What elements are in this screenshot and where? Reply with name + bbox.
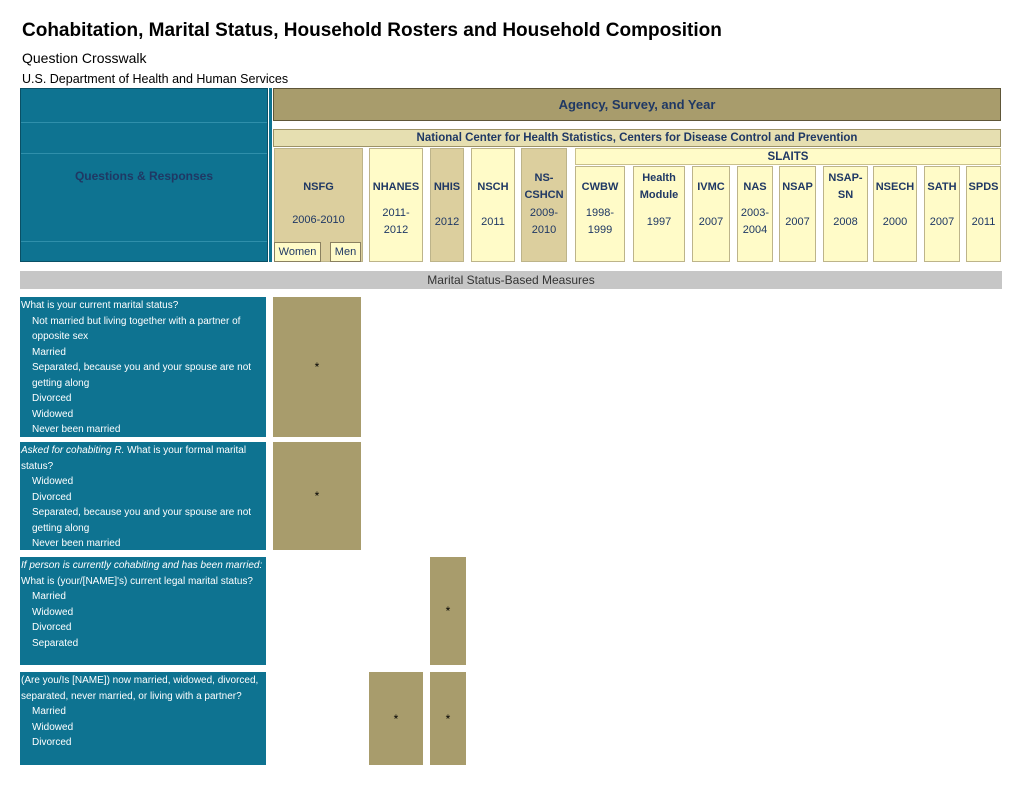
response-option: Married [32, 346, 66, 358]
survey-year: 2011 [971, 216, 996, 228]
question-cell [20, 557, 266, 665]
response-option: Widowed [32, 721, 74, 733]
survey-name: SPDS [968, 181, 999, 193]
survey-year: 2003- 2004 [740, 207, 770, 236]
response-option: Divorced [32, 491, 72, 503]
survey-year: 2011- 2012 [382, 207, 410, 236]
survey-name: NSAP [782, 181, 813, 193]
survey-column [575, 166, 625, 262]
question-condition: Asked for cohabiting R. [21, 445, 125, 456]
survey-name: NSECH [875, 181, 915, 193]
survey-column [737, 166, 773, 262]
survey-year: 2007 [785, 216, 810, 228]
question-cell [20, 442, 266, 550]
survey-year: 2007 [929, 216, 955, 228]
response-option: getting along [32, 377, 90, 389]
questions-responses-label: Questions & Responses [74, 169, 214, 183]
header-divider [269, 88, 272, 262]
survey-year: 2007 [698, 216, 724, 228]
survey-mark: * [369, 672, 423, 765]
response-option: Separated, because you and your spouse are not [32, 362, 252, 373]
survey-name: Health Module [639, 172, 679, 201]
question-text: If person is currently cohabiting and has been married: What is (your/[NAME]'s) current legal marital status? [21, 560, 263, 587]
survey-year: 2012 [434, 216, 460, 228]
survey-column [471, 148, 515, 262]
response-option: Not married but living together with a partner of [32, 315, 241, 327]
survey-name: CWBW [581, 181, 619, 193]
nsfg-women-header: Women [274, 242, 321, 262]
question-text: Asked for cohabiting R. What is your formal marital status? [21, 445, 247, 472]
page-title: Cohabitation, Marital Status, Household Rosters and Household Composition [22, 20, 722, 41]
survey-column [873, 166, 917, 262]
response-option: Never been married [32, 538, 121, 549]
survey-name: NSAP- SN [828, 172, 863, 201]
response-option: Widowed [32, 606, 74, 618]
page-subtitle: Question Crosswalk [22, 50, 147, 66]
response-option: Divorced [32, 737, 72, 748]
nsfg-men-header: Men [330, 242, 361, 262]
survey-name: SATH [927, 181, 957, 193]
survey-year: 1998- 1999 [585, 207, 615, 236]
survey-column [924, 166, 960, 262]
agency-survey-year-header: Agency, Survey, and Year [273, 88, 1001, 121]
survey-column [779, 166, 816, 262]
question-cell [20, 297, 266, 437]
survey-mark: * [430, 672, 466, 765]
response-option: Separated [32, 637, 79, 649]
response-option: getting along [32, 522, 90, 534]
survey-name: NAS [743, 181, 767, 193]
survey-year: 2008 [833, 216, 858, 228]
response-option: Widowed [32, 476, 74, 487]
survey-column [633, 166, 685, 262]
survey-name: IVMC [697, 181, 725, 193]
survey-name: NHIS [433, 181, 461, 193]
survey-year: 2006-2010 [292, 214, 345, 226]
survey-mark: * [430, 557, 466, 665]
response-option: Divorced [32, 393, 72, 404]
nchs-header: National Center for Health Statistics, Centers for Disease Control and Prevention [273, 129, 1001, 147]
department-label: U.S. Department of Health and Human Services [22, 72, 289, 86]
response-option: Married [32, 706, 66, 717]
question-text: What is your current marital status? [21, 300, 179, 311]
survey-name: NHANES [372, 181, 420, 193]
response-option: Divorced [32, 622, 72, 633]
survey-name: NSFG [303, 181, 334, 193]
response-option: Never been married [32, 424, 121, 435]
section-marital-status: Marital Status-Based Measures [20, 271, 1002, 289]
survey-mark: * [273, 442, 361, 550]
survey-column [521, 148, 567, 262]
questions-header-block [20, 88, 268, 262]
response-option: Married [32, 591, 66, 602]
response-option: opposite sex [32, 331, 89, 342]
survey-name: NS- CSHCN [524, 172, 564, 201]
survey-year: 1997 [646, 216, 672, 228]
survey-column [430, 148, 464, 262]
survey-year: 2009- 2010 [529, 207, 559, 236]
slaits-header: SLAITS [575, 148, 1001, 165]
survey-year: 2000 [882, 216, 908, 228]
survey-column [966, 166, 1001, 262]
survey-mark: * [273, 297, 361, 437]
survey-column [369, 148, 423, 262]
survey-name: NSCH [477, 181, 509, 193]
question-text: (Are you/Is [NAME]) now married, widowed, divorced, separated, never married, or living with a partner? [21, 675, 259, 702]
survey-column [692, 166, 730, 262]
survey-column [823, 166, 868, 262]
response-option: Widowed [32, 408, 74, 420]
question-cell [20, 672, 266, 765]
question-condition: If person is currently cohabiting and has been married: [21, 560, 263, 571]
response-option: Separated, because you and your spouse are not [32, 507, 252, 518]
survey-year: 2011 [481, 216, 505, 228]
